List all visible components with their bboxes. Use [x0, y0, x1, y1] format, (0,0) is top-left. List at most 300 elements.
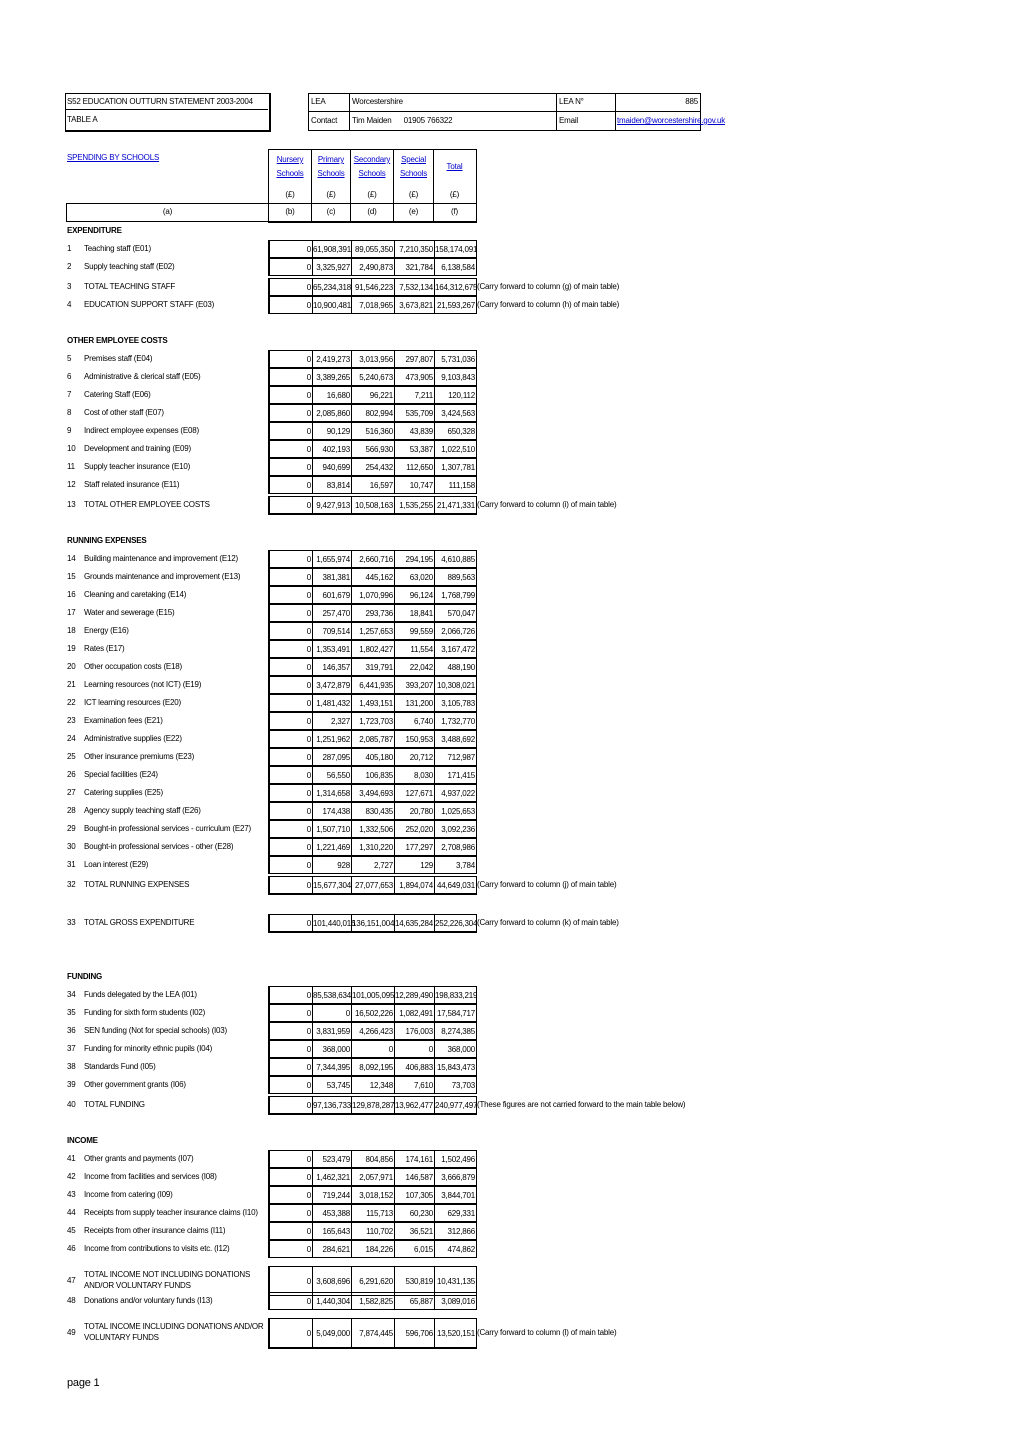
- value-cell: 0: [270, 659, 313, 675]
- value-cell: 6,740: [395, 713, 435, 729]
- row-description: Grounds maintenance and improvement (E13): [84, 572, 241, 581]
- row-description: TOTAL GROSS EXPENDITURE: [84, 918, 195, 927]
- value-cell: 53,745: [313, 1077, 352, 1093]
- value-cell: 0: [270, 1241, 313, 1257]
- table-row: [0, 386, 1020, 404]
- value-cell: 0: [270, 915, 313, 931]
- value-cell: 111,158: [435, 477, 477, 493]
- email-link[interactable]: tmaiden@worcestershire.gov.uk: [617, 116, 725, 125]
- row-description: EDUCATION SUPPORT STAFF (E03): [84, 300, 215, 309]
- value-cell: 321,784: [395, 259, 435, 275]
- value-cell: 1,462,321: [313, 1169, 352, 1185]
- row-number: 48: [67, 1296, 76, 1305]
- row-number: 25: [67, 752, 76, 761]
- value-cell: 5,240,673: [352, 369, 395, 385]
- row-values: [268, 604, 477, 622]
- value-cell: 3,013,956: [352, 351, 395, 367]
- value-cell: 3,831,959: [313, 1023, 352, 1039]
- value-cell: 164,312,675: [435, 279, 477, 295]
- value-cell: 254,432: [352, 459, 395, 475]
- table-row: [0, 1150, 1020, 1168]
- value-cell: 319,791: [352, 659, 395, 675]
- col-special-unit: (£): [408, 190, 419, 199]
- value-cell: 0: [270, 1041, 313, 1057]
- value-cell: 89,055,350: [352, 241, 395, 257]
- row-number: 18: [67, 626, 76, 635]
- table-row: [0, 694, 1020, 712]
- row-values: [268, 694, 477, 712]
- value-cell: 940,699: [313, 459, 352, 475]
- row-values: [268, 676, 477, 694]
- value-cell: 0: [270, 587, 313, 603]
- value-cell: 0: [270, 405, 313, 421]
- value-cell: 6,441,935: [352, 677, 395, 693]
- table-row: [0, 1076, 1020, 1094]
- value-cell: 0: [270, 1077, 313, 1093]
- row-number: 40: [67, 1100, 76, 1109]
- value-cell: 1,022,510: [435, 441, 477, 457]
- value-cell: 0: [270, 731, 313, 747]
- value-cell: 1,310,220: [352, 839, 395, 855]
- table-row: [0, 658, 1020, 676]
- row-values: [268, 748, 477, 766]
- section-income: INCOME: [67, 1136, 98, 1145]
- value-cell: 96,221: [352, 387, 395, 403]
- table-row: [0, 622, 1020, 640]
- table-row: [0, 586, 1020, 604]
- row-description: TOTAL INCOME NOT INCLUDING DONATIONS AND/OR VOLUNTARY FUNDS: [84, 1270, 251, 1290]
- value-cell: 3,472,879: [313, 677, 352, 693]
- row-number: 49: [67, 1328, 76, 1337]
- row-number: 6: [67, 372, 72, 381]
- table-row: [0, 1292, 1020, 1310]
- value-cell: 10,431,135: [435, 1267, 477, 1295]
- value-cell: 2,085,787: [352, 731, 395, 747]
- value-cell: 65,234,318: [313, 279, 352, 295]
- value-cell: 16,597: [352, 477, 395, 493]
- value-cell: 7,210,350: [395, 241, 435, 257]
- row-number: 21: [67, 680, 76, 689]
- value-cell: 0: [270, 369, 313, 385]
- table-row: [0, 550, 1020, 568]
- value-cell: 0: [270, 1023, 313, 1039]
- row-number: 24: [67, 734, 76, 743]
- row-values: [268, 712, 477, 730]
- row-description: Teaching staff (E01): [84, 244, 152, 253]
- lea-label: LEA: [311, 97, 326, 106]
- value-cell: 22,042: [395, 659, 435, 675]
- row-description: Indirect employee expenses (E08): [84, 426, 199, 435]
- row-values: [268, 838, 477, 856]
- value-cell: 0: [352, 1041, 395, 1057]
- value-cell: 709,514: [313, 623, 352, 639]
- row-number: 16: [67, 590, 76, 599]
- value-cell: 146,587: [395, 1169, 435, 1185]
- value-cell: 16,502,226: [352, 1005, 395, 1021]
- value-cell: 0: [270, 1293, 313, 1309]
- row-description: Agency supply teaching staff (E26): [84, 806, 201, 815]
- value-cell: 63,020: [395, 569, 435, 585]
- row-number: 4: [67, 300, 72, 309]
- row-values: [268, 422, 477, 440]
- value-cell: 3,673,821: [395, 297, 435, 313]
- row-description: Other occupation costs (E18): [84, 662, 183, 671]
- value-cell: 3,325,927: [313, 259, 352, 275]
- table-row: [0, 350, 1020, 368]
- value-cell: 20,712: [395, 749, 435, 765]
- value-cell: 0: [313, 1005, 352, 1021]
- row-description: Receipts from other insurance claims (I11): [84, 1226, 226, 1235]
- lea-no-value: 885: [685, 97, 698, 106]
- row-number: 3: [67, 282, 72, 291]
- value-cell: 99,559: [395, 623, 435, 639]
- value-cell: 13,962,477: [395, 1097, 435, 1113]
- value-cell: 293,736: [352, 605, 395, 621]
- table-row: [0, 876, 1020, 894]
- row-description: Other grants and payments (I07): [84, 1154, 194, 1163]
- row-values: [268, 440, 477, 458]
- value-cell: 53,387: [395, 441, 435, 457]
- value-cell: 3,494,693: [352, 785, 395, 801]
- row-values: [268, 914, 477, 933]
- row-values: [268, 1058, 477, 1076]
- value-cell: 1,070,996: [352, 587, 395, 603]
- row-number: 47: [67, 1276, 76, 1285]
- value-cell: 3,018,152: [352, 1187, 395, 1203]
- row-description: Premises staff (E04): [84, 354, 153, 363]
- value-cell: 129: [395, 857, 435, 873]
- value-cell: 129,878,287: [352, 1097, 395, 1113]
- value-cell: 1,655,974: [313, 551, 352, 567]
- table-row: [0, 730, 1020, 748]
- value-cell: 0: [270, 279, 313, 295]
- row-values: [268, 1150, 477, 1168]
- value-cell: 65,887: [395, 1293, 435, 1309]
- value-cell: 56,550: [313, 767, 352, 783]
- value-cell: 0: [270, 569, 313, 585]
- value-cell: 1,307,781: [435, 459, 477, 475]
- value-cell: 0: [270, 241, 313, 257]
- value-cell: 8,030: [395, 767, 435, 783]
- row-values: [268, 986, 477, 1004]
- row-description: Catering Staff (E06): [84, 390, 151, 399]
- value-cell: 0: [270, 441, 313, 457]
- value-cell: 566,930: [352, 441, 395, 457]
- value-cell: 120,112: [435, 387, 477, 403]
- value-cell: 297,807: [395, 351, 435, 367]
- value-cell: 2,085,860: [313, 405, 352, 421]
- value-cell: 1,025,653: [435, 803, 477, 819]
- col-primary-head: Primary Schools: [317, 155, 345, 178]
- row-number: 9: [67, 426, 72, 435]
- value-cell: 16,680: [313, 387, 352, 403]
- row-values: [268, 1168, 477, 1186]
- value-cell: 6,291,620: [352, 1267, 395, 1295]
- value-cell: 83,814: [313, 477, 352, 493]
- value-cell: 601,679: [313, 587, 352, 603]
- value-cell: 146,357: [313, 659, 352, 675]
- row-number: 23: [67, 716, 76, 725]
- table-row: [0, 1096, 1020, 1114]
- value-cell: 176,003: [395, 1023, 435, 1039]
- table-row: [0, 258, 1020, 276]
- row-description: Income from catering (I09): [84, 1190, 173, 1199]
- value-cell: 7,344,395: [313, 1059, 352, 1075]
- carry-forward-note: (Carry forward to column (k) of main table): [477, 918, 619, 927]
- value-cell: 0: [270, 695, 313, 711]
- value-cell: 287,095: [313, 749, 352, 765]
- row-description: Cleaning and caretaking (E14): [84, 590, 187, 599]
- col-nursery-unit: (£): [285, 190, 295, 199]
- value-cell: 73,703: [435, 1077, 477, 1093]
- value-cell: 10,308,021: [435, 677, 477, 693]
- table-row: [0, 676, 1020, 694]
- lea-no-label: LEA N°: [559, 97, 584, 106]
- value-cell: 3,844,701: [435, 1187, 477, 1203]
- table-title-link[interactable]: SPENDING BY SCHOOLS: [67, 153, 160, 162]
- value-cell: 2,490,873: [352, 259, 395, 275]
- value-cell: 3,167,472: [435, 641, 477, 657]
- value-cell: 0: [270, 821, 313, 837]
- value-cell: 106,835: [352, 767, 395, 783]
- value-cell: 1,768,799: [435, 587, 477, 603]
- value-cell: 1,507,710: [313, 821, 352, 837]
- table-label: TABLE A: [67, 115, 98, 124]
- row-values: [268, 1076, 477, 1094]
- value-cell: 174,438: [313, 803, 352, 819]
- row-values: [268, 296, 477, 314]
- row-values: [268, 258, 477, 276]
- carry-forward-note: (Carry forward to column (i) of main table): [477, 500, 617, 509]
- row-values: [268, 1186, 477, 1204]
- value-cell: 0: [270, 877, 313, 893]
- value-cell: 1,802,427: [352, 641, 395, 657]
- value-cell: 12,289,490: [395, 987, 435, 1003]
- value-cell: 2,708,986: [435, 839, 477, 855]
- value-cell: 2,057,971: [352, 1169, 395, 1185]
- row-values: [268, 386, 477, 404]
- value-cell: 1,493,151: [352, 695, 395, 711]
- value-cell: 2,066,726: [435, 623, 477, 639]
- row-description: TOTAL INCOME INCLUDING DONATIONS AND/OR VOLUNTARY FUNDS: [84, 1322, 264, 1342]
- value-cell: 115,713: [352, 1205, 395, 1221]
- value-cell: 889,563: [435, 569, 477, 585]
- value-cell: 1,353,491: [313, 641, 352, 657]
- value-cell: 3,666,879: [435, 1169, 477, 1185]
- table-row: [0, 838, 1020, 856]
- row-number: 14: [67, 554, 76, 563]
- table-row: [0, 1240, 1020, 1258]
- value-cell: 402,193: [313, 441, 352, 457]
- value-cell: 14,635,284: [395, 915, 435, 931]
- value-cell: 453,388: [313, 1205, 352, 1221]
- value-cell: 629,331: [435, 1205, 477, 1221]
- table-row: [0, 802, 1020, 820]
- value-cell: 184,226: [352, 1241, 395, 1257]
- row-number: 15: [67, 572, 76, 581]
- row-description: Funding for minority ethnic pupils (I04): [84, 1044, 213, 1053]
- value-cell: 474,862: [435, 1241, 477, 1257]
- value-cell: 535,709: [395, 405, 435, 421]
- value-cell: 0: [270, 459, 313, 475]
- value-cell: 158,174,091: [435, 241, 477, 257]
- value-cell: 830,435: [352, 803, 395, 819]
- value-cell: 0: [270, 351, 313, 367]
- value-cell: 1,894,074: [395, 877, 435, 893]
- row-number: 5: [67, 354, 72, 363]
- row-number: 19: [67, 644, 76, 653]
- table-row: [0, 476, 1020, 494]
- value-cell: 0: [270, 1059, 313, 1075]
- row-number: 11: [67, 462, 75, 471]
- col-total-unit: (£): [449, 190, 460, 199]
- value-cell: 0: [270, 423, 313, 439]
- value-cell: 13,520,151: [435, 1319, 477, 1347]
- value-cell: 0: [270, 297, 313, 313]
- value-cell: 61,908,391: [313, 241, 352, 257]
- value-cell: 294,195: [395, 551, 435, 567]
- row-values: [268, 1240, 477, 1258]
- value-cell: 516,360: [352, 423, 395, 439]
- row-values: [268, 1318, 477, 1349]
- statement-title: S52 EDUCATION OUTTURN STATEMENT 2003-2004: [65, 93, 268, 110]
- value-cell: 488,190: [435, 659, 477, 675]
- value-cell: 101,440,016: [313, 915, 352, 931]
- value-cell: 0: [270, 677, 313, 693]
- value-cell: 3,784: [435, 857, 477, 873]
- value-cell: 20,780: [395, 803, 435, 819]
- value-cell: 2,727: [352, 857, 395, 873]
- value-cell: 5,049,000: [313, 1319, 352, 1347]
- value-cell: 5,731,036: [435, 351, 477, 367]
- table-row: [0, 240, 1020, 258]
- value-cell: 368,000: [313, 1041, 352, 1057]
- value-cell: 0: [270, 1187, 313, 1203]
- row-values: [268, 856, 477, 874]
- col-total-head: Total: [446, 162, 463, 171]
- col-primary-letter: (c): [326, 207, 336, 216]
- row-description: Supply teaching staff (E02): [84, 262, 175, 271]
- value-cell: 1,332,506: [352, 821, 395, 837]
- row-values: [268, 368, 477, 386]
- value-cell: 2,419,273: [313, 351, 352, 367]
- value-cell: 445,162: [352, 569, 395, 585]
- table-row: [0, 820, 1020, 838]
- value-cell: 0: [270, 767, 313, 783]
- row-description: Water and sewerage (E15): [84, 608, 175, 617]
- value-cell: 802,994: [352, 405, 395, 421]
- row-description: ICT learning resources (E20): [84, 698, 181, 707]
- table-row: [0, 1058, 1020, 1076]
- value-cell: 406,883: [395, 1059, 435, 1075]
- value-cell: 7,610: [395, 1077, 435, 1093]
- row-number: 37: [67, 1044, 76, 1053]
- row-description: Energy (E16): [84, 626, 129, 635]
- value-cell: 3,424,563: [435, 405, 477, 421]
- row-number: 22: [67, 698, 76, 707]
- row-description: Receipts from supply teacher insurance claims (I10): [84, 1208, 258, 1217]
- col-desc-letter: (a): [162, 207, 173, 216]
- row-description: Administrative & clerical staff (E05): [84, 372, 201, 381]
- table-row: [0, 568, 1020, 586]
- row-description: TOTAL RUNNING EXPENSES: [84, 880, 190, 889]
- value-cell: 0: [270, 1223, 313, 1239]
- table-row: [0, 640, 1020, 658]
- row-description: SEN funding (Not for special schools) (I03): [84, 1026, 228, 1035]
- row-description: Bought-in professional services - other (E28): [84, 842, 234, 851]
- row-values: [268, 496, 477, 515]
- col-nursery-letter: (b): [285, 207, 295, 216]
- value-cell: 0: [270, 713, 313, 729]
- row-description: Donations and/or voluntary funds (I13): [84, 1296, 213, 1305]
- row-number: 26: [67, 770, 76, 779]
- col-primary-unit: (£): [326, 190, 336, 199]
- row-number: 12: [67, 480, 76, 489]
- value-cell: 1,723,703: [352, 713, 395, 729]
- value-cell: 712,987: [435, 749, 477, 765]
- row-number: 32: [67, 880, 76, 889]
- table-row: [0, 784, 1020, 802]
- row-description: Cost of other staff (E07): [84, 408, 164, 417]
- value-cell: 0: [270, 803, 313, 819]
- row-description: Special facilities (E24): [84, 770, 158, 779]
- value-cell: 4,937,022: [435, 785, 477, 801]
- value-cell: 0: [270, 623, 313, 639]
- value-cell: 252,226,304: [435, 915, 477, 931]
- value-cell: 6,138,584: [435, 259, 477, 275]
- row-number: 17: [67, 608, 76, 617]
- value-cell: 1,314,658: [313, 785, 352, 801]
- row-number: 44: [67, 1208, 76, 1217]
- value-cell: 804,856: [352, 1151, 395, 1167]
- row-values: [268, 350, 477, 368]
- value-cell: 11,554: [395, 641, 435, 657]
- table-row: [0, 1318, 1020, 1348]
- value-cell: 1,440,304: [313, 1293, 352, 1309]
- col-special-letter: (e): [408, 207, 419, 216]
- value-cell: 8,274,385: [435, 1023, 477, 1039]
- row-description: Funding for sixth form students (I02): [84, 1008, 206, 1017]
- carry-forward-note: (Carry forward to column (l) of main table): [477, 1328, 617, 1337]
- value-cell: 10,747: [395, 477, 435, 493]
- row-description: Learning resources (not ICT) (E19): [84, 680, 202, 689]
- table-row: [0, 296, 1020, 314]
- row-number: 34: [67, 990, 76, 999]
- value-cell: 15,843,473: [435, 1059, 477, 1075]
- row-values: [268, 1040, 477, 1058]
- row-number: 8: [67, 408, 72, 417]
- row-description: Development and training (E09): [84, 444, 191, 453]
- value-cell: 0: [270, 1151, 313, 1167]
- table-row: [0, 496, 1020, 514]
- value-cell: 1,251,962: [313, 731, 352, 747]
- value-cell: 96,124: [395, 587, 435, 603]
- table-row: [0, 368, 1020, 386]
- col-nursery-head: Nursery Schools: [276, 155, 304, 178]
- row-values: [268, 730, 477, 748]
- value-cell: 127,671: [395, 785, 435, 801]
- email-label: Email: [559, 116, 579, 125]
- row-number: 46: [67, 1244, 76, 1253]
- table-row: [0, 986, 1020, 1004]
- row-number: 33: [67, 918, 76, 927]
- table-row: [0, 440, 1020, 458]
- row-number: 20: [67, 662, 76, 671]
- row-number: 27: [67, 788, 76, 797]
- value-cell: 570,047: [435, 605, 477, 621]
- carry-forward-note: (These figures are not carried forward to the main table below): [477, 1100, 686, 1109]
- value-cell: 10,900,481: [313, 297, 352, 313]
